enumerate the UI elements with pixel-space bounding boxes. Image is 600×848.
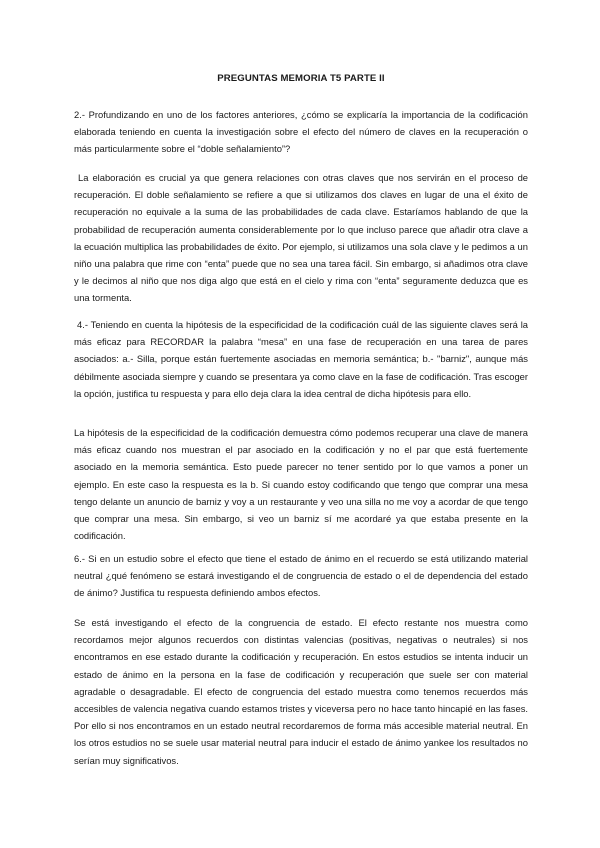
- document-title: PREGUNTAS MEMORIA T5 PARTE II: [217, 73, 385, 84]
- question-2: 2.- Profundizando en uno de los factores anteriores, ¿cómo se explicaría la importancia de la codificación elaborada teniendo en cuenta la investigación sobre el efecto del número de claves en la recuperación o más particularmente sobre el “doble señalamiento”?: [74, 109, 528, 155]
- question-4: 4.- Teniendo en cuenta la hipótesis de la especificidad de la codificación cuál de las siguiente claves será la más eficaz para RECORDAR la palabra “mesa” en una fase de recuperación en una tarea de pares asociados: a.- Silla, porque están fuertemente asociadas en memoria semántica; b.- "barniz", aunque más débilmente asociada siempre y cuando se presentara ya como clave en la fase de codificación. Tras escoger la opción, justifica tu respuesta y para ello deja clara la idea central de dicha hipótesis para ello.: [74, 319, 528, 399]
- answer-6: Se está investigando el efecto de la congruencia de estado. El efecto restante nos muestra como recordamos mejor algunos recuerdos con distintas valencias (positivas, negativas o neutrales) si nos encontramos en ese estado durante la codificación y recuperación. En estos estudios se intenta inducir un estado de ánimo en la persona en la fase de codificación y recuperación que suele ser con material agradable o desagradable. El efecto de congruencia del estado muestra como tenemos recuerdos más accesibles de valencia negativa cuando estamos tristes y viceversa pero no hace tanto hincapié en las fases. Por ello si nos encontramos en un estado neutral recordaremos de forma más accesible material neutral. En los otros estudios no se suele usar material neutral para inducir el estado de ánimo yankee los resultados no serían muy significativos.: [74, 617, 528, 766]
- question-6: 6.- Si en un estudio sobre el efecto que tiene el estado de ánimo en el recuerdo se está utilizando material neutral ¿qué fenómeno se estará investigando el de congruencia de estado o el de dependencia del estado de ánimo? Justifica tu respuesta definiendo ambos efectos.: [74, 553, 528, 599]
- answer-2: La elaboración es crucial ya que genera relaciones con otras claves que nos servirán en el proceso de recuperación. El doble señalamiento se refiere a que si utilizamos dos claves en lugar de una el éxito de recuperación no equivale a la suma de las probabilidades de cada clave. Estaríamos hablando de que la probabilidad de recuperación aumenta considerablemente por lo que incluso parece que añadir otra clave a la ecuación multiplica las probabilidades de éxito. Por ejemplo, si utilizamos una sola clave y le pedimos a un niño una palabra que rime con “enta” puede que no sea una tarea fácil. Sin embargo, si añadimos otra clave y le decimos al niño que nos diga algo que está en el cielo y rima con “enta” seguramente deduzca que es una tormenta.: [74, 172, 528, 304]
- answer-4: La hipótesis de la especificidad de la codificación demuestra cómo podemos recuperar una clave de manera más eficaz cuando nos muestran el par asociado en la codificación y no el par que está fuertemente asociado en la memoria semántica. Esto puede parecer no tener sentido por lo que vamos a poner un ejemplo. En este caso la respuesta es la b. Si cuando estoy codificando que tengo que comprar una mesa tengo delante un anuncio de barniz y voy a un restaurante y veo una silla no me voy a acordar de que tengo que comprar una mesa. Sin embargo, si veo un barniz sí me acordaré ya que estaba presente en la codificación.: [74, 427, 528, 542]
